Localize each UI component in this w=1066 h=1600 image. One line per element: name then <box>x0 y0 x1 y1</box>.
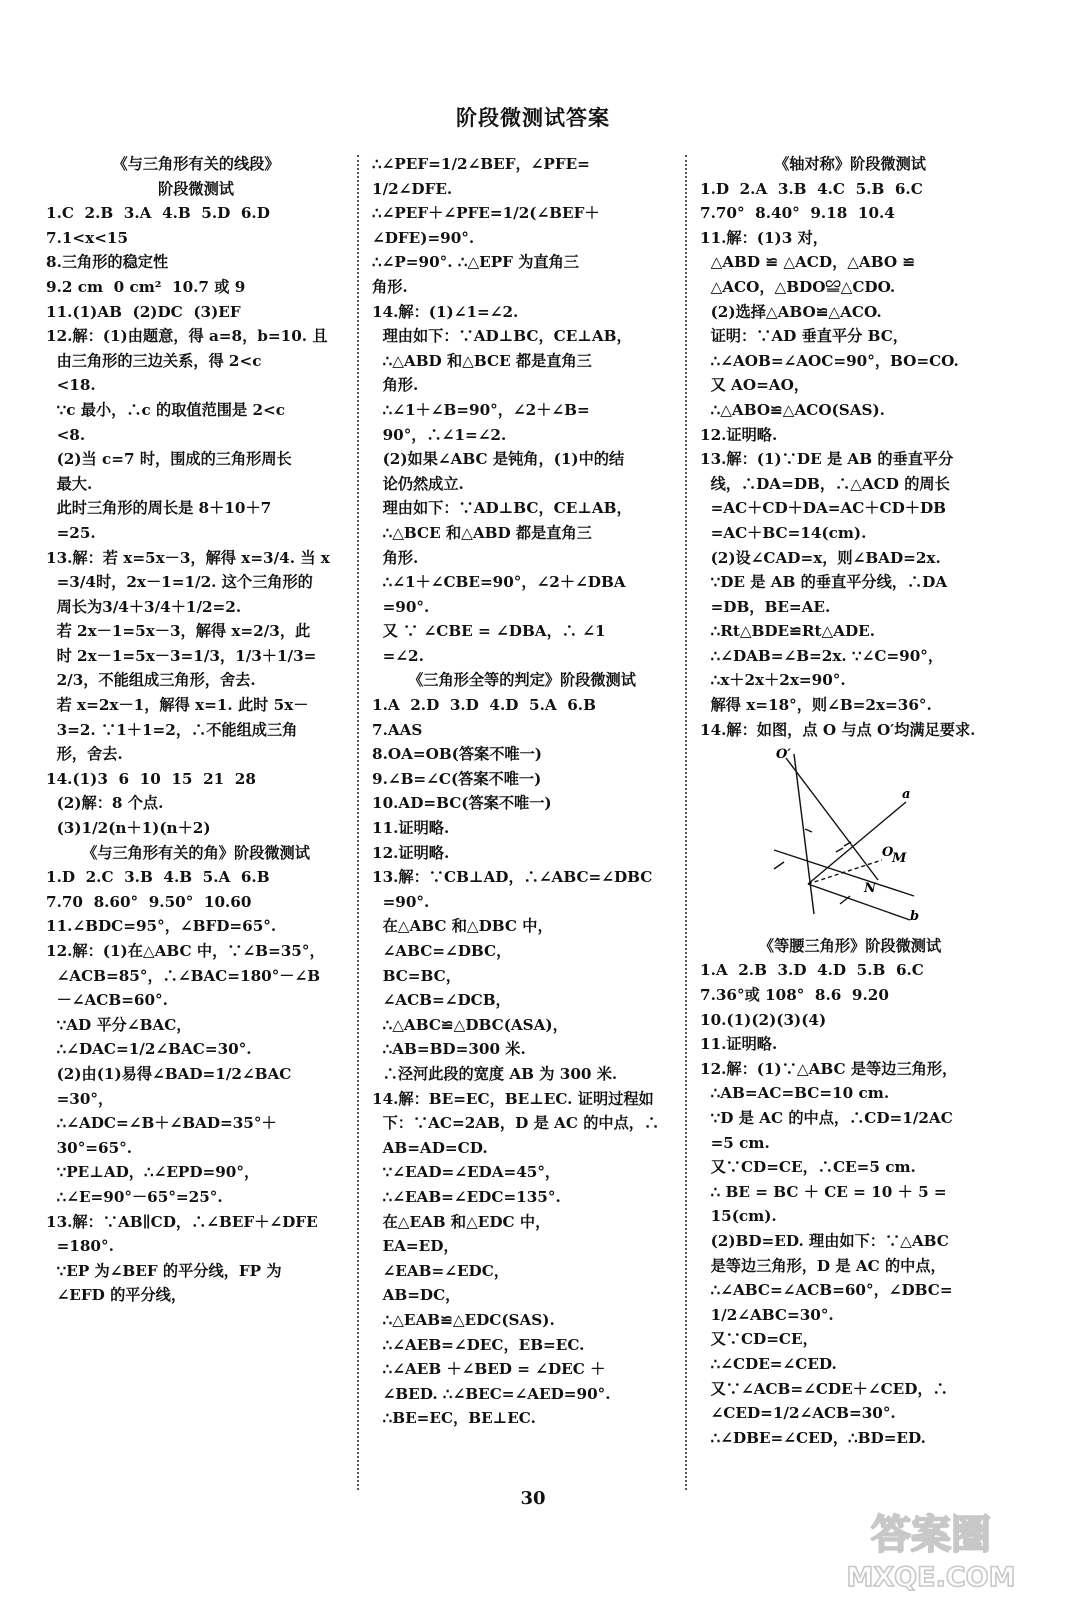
figure-label: a <box>902 787 911 803</box>
answer-line: ∴△ABD 和△BCE 都是直角三 <box>372 351 592 370</box>
answer-line: ∴∠DAB=∠B=2x. ∵∠C=90°， <box>700 646 944 665</box>
answer-line: 1.D 2.C 3.B 4.B 5.A 6.B <box>46 868 270 887</box>
answer-line: =∠2. <box>372 646 424 665</box>
answer-line: △ABD ≌ △ACD，△ABO ≌ <box>700 253 916 272</box>
answer-line: ∴AB=AC=BC=10 cm. <box>700 1084 890 1103</box>
answer-line: ∴x＋2x＋2x=90°. <box>700 671 846 690</box>
figure-label: N <box>864 881 876 897</box>
answer-line: 解得 x=18°，则∠B=2x=36°. <box>700 696 932 715</box>
answer-line: EA=ED， <box>372 1237 459 1256</box>
angle-bisector-figure <box>764 744 934 922</box>
page-title: 阶段微测试答案 <box>456 106 610 130</box>
answer-line: ∴Rt△BDE≌Rt△ADE. <box>700 622 875 641</box>
answer-line: ∵c 最小，∴c 的取值范围是 2<c <box>46 400 286 419</box>
answer-line: 若 2x－1=5x－3，解得 x=2/3，此 <box>46 622 311 641</box>
answer-line: 在△EAB 和△EDC 中， <box>372 1212 551 1231</box>
watermark-logo <box>823 1502 1038 1592</box>
answer-line: 角形. <box>372 548 419 567</box>
answer-line: ∠EAB=∠EDC， <box>372 1261 509 1280</box>
answer-line: 又∵CD=CE，∴CE=5 cm. <box>700 1158 916 1177</box>
answer-line: 8.三角形的稳定性 <box>46 253 169 272</box>
answer-line: 又 AO=AO， <box>700 376 809 395</box>
section-heading: 《等腰三角形》阶段微测试 <box>758 936 942 955</box>
answer-line: 是等边三角形，D 是 AC 的中点， <box>700 1256 946 1275</box>
answer-line: 此时三角形的周长是 8＋10＋7 <box>46 499 272 518</box>
answer-line: 13.解：∵CB⊥AD，∴∠ABC=∠DBC <box>372 868 653 887</box>
answer-line: 1.D 2.A 3.B 4.C 5.B 6.C <box>700 179 923 198</box>
answer-line: △ACO，△BDO≌△CDO. <box>700 277 896 296</box>
answer-line: =AC＋CD＋DA=AC＋CD＋DB <box>700 499 946 518</box>
figure-label: b <box>910 909 920 923</box>
answer-line: ∴泾河此段的宽度 AB 为 300 米. <box>372 1064 618 1083</box>
answer-line: 1.A 2.D 3.D 4.D 5.A 6.B <box>372 696 596 715</box>
answer-line: BC=BC， <box>372 966 461 985</box>
answer-line: ∠ACB=∠DCB， <box>372 991 511 1010</box>
answer-line: ∵D 是 AC 的中点，∴CD=1/2AC <box>700 1109 953 1127</box>
answer-line: 11.解：(1)3 对， <box>700 228 828 247</box>
answer-line: 9.2 cm 0 cm² 10.7 或 9 <box>46 277 246 296</box>
section-heading: 《与三角形有关的线段》 <box>112 155 280 173</box>
answer-line: (2)设∠CAD=x，则∠BAD=2x. <box>700 548 941 567</box>
answer-line: 14.解：如图，点 O 与点 O′均满足要求. <box>700 720 976 739</box>
answer-line: 9.∠B=∠C(答案不唯一) <box>372 769 542 788</box>
answer-line: ∠EFD 的平分线， <box>46 1286 187 1305</box>
answer-line: =180°. <box>46 1237 114 1256</box>
answer-line: 1/2∠DFE. <box>372 179 453 198</box>
answer-line: ∠ACB=85°，∴∠BAC=180°－∠B <box>46 966 321 985</box>
answer-line: <8. <box>46 425 86 444</box>
answer-line: 由三角形的三边关系，得 2<c <box>46 351 262 370</box>
answer-line: =DB，BE=AE. <box>700 597 831 616</box>
answer-line: 角形. <box>372 376 419 395</box>
answer-line: 11.(1)AB (2)DC (3)EF <box>46 302 241 321</box>
answer-line: (3)1/2(n＋1)(n＋2) <box>46 819 211 838</box>
answer-column-1 <box>46 152 346 1308</box>
column-divider <box>357 155 359 1490</box>
answer-line: 在△ABC 和△DBC 中， <box>372 917 553 936</box>
answer-line: 13.解：若 x=5x－3，解得 x=3/4. 当 x <box>46 548 330 567</box>
answer-line: ∴∠CDE=∠CED. <box>700 1354 837 1373</box>
answer-line: 若 x=2x－1，解得 x=1. 此时 5x－ <box>46 696 309 715</box>
answer-line: =AC＋BC=14(cm). <box>700 523 867 542</box>
answer-line: 7.70 8.60° 9.50° 10.60 <box>46 892 252 911</box>
answer-line: 又∵CD=CE， <box>700 1330 818 1349</box>
answer-line: ∴△ABC≌△DBC(ASA)， <box>372 1015 568 1034</box>
answer-line: <18. <box>46 376 96 395</box>
answer-line: ∴ BE = BC ＋ CE = 10 ＋ 5 = <box>700 1182 947 1201</box>
answer-line: 1.C 2.B 3.A 4.B 5.D 6.D <box>46 204 270 223</box>
section-heading: 《轴对称》阶段微测试 <box>774 155 926 173</box>
figure-label: O′ <box>776 747 791 763</box>
answer-line: ∴∠PEF＋∠PFE=1/2(∠BEF＋ <box>372 204 600 223</box>
answer-line: =30°， <box>46 1089 114 1108</box>
answer-line: 形，舍去. <box>46 745 123 764</box>
answer-line: 11.证明略. <box>700 1035 778 1054</box>
section-heading: 阶段微测试 <box>158 179 234 198</box>
answer-line: －∠ACB=60°. <box>46 991 168 1010</box>
answer-line: 线，∴DA=DB，∴△ACD 的周长 <box>700 474 950 493</box>
section-heading: 《与三角形有关的角》阶段微测试 <box>82 843 310 862</box>
answer-line: 3=2. ∵1＋1=2，∴不能组成三角 <box>46 720 298 739</box>
figure-label: M <box>892 851 907 867</box>
answer-line: =90°. <box>372 597 430 616</box>
answer-line: ∴∠AOB=∠AOC=90°，BO=CO. <box>700 351 959 370</box>
answer-line: ∵AD 平分∠BAC， <box>46 1015 192 1034</box>
answer-line: ∴∠P=90°. ∴△EPF 为直角三 <box>372 253 579 272</box>
answer-line: 7.70° 8.40° 9.18 10.4 <box>700 204 895 223</box>
answer-line: 30°=65°. <box>46 1138 133 1157</box>
answer-line: ∴∠PEF=1/2∠BEF，∠PFE= <box>372 155 590 173</box>
answer-line: 角形. <box>372 277 408 296</box>
answer-line: AB=DC， <box>372 1286 461 1305</box>
answer-line: 11.∠BDC=95°，∠BFD=65°. <box>46 917 277 936</box>
answer-line: 7.1<x<15 <box>46 228 129 247</box>
answer-line: ∴△EAB≌△EDC(SAS). <box>372 1310 555 1329</box>
answer-line: ∴∠ADC=∠B＋∠BAD=35°＋ <box>46 1114 277 1133</box>
answer-line: ∴∠AEB ＋∠BED = ∠DEC ＋ <box>372 1360 606 1379</box>
answer-line: 下：∵AC=2AB，D 是 AC 的中点，∴ <box>372 1114 660 1133</box>
answer-line: 11.证明略. <box>372 819 450 838</box>
answer-line: 最大. <box>46 474 93 493</box>
answer-line: (2)由(1)易得∠BAD=1/2∠BAC <box>46 1064 292 1083</box>
answer-line: 理由如下：∵AD⊥BC，CE⊥AB， <box>372 499 632 518</box>
answer-line: 又 ∵ ∠CBE = ∠DBA，∴ ∠1 <box>372 622 606 641</box>
answer-line: ∠DFE)=90°. <box>372 228 475 247</box>
answer-line: 证明：∵AD 垂直平分 BC， <box>700 327 908 346</box>
answer-line: 时 2x－1=5x－3=1/3，1/3＋1/3= <box>46 646 317 665</box>
answer-line: ∵PE⊥AD，∴∠EPD=90°， <box>46 1163 260 1182</box>
answer-line: (2)BD=ED. 理由如下：∵△ABC <box>700 1231 949 1250</box>
answer-line: 14.(1)3 6 10 15 21 28 <box>46 769 256 788</box>
answer-line: 90°，∴∠1=∠2. <box>372 425 507 444</box>
answer-column-3 <box>700 152 1000 1450</box>
answer-line: ∴△BCE 和△ABD 都是直角三 <box>372 523 592 542</box>
answer-line: (2)解：8 个点. <box>46 794 164 813</box>
answer-line: =90°. <box>372 892 430 911</box>
answer-line: 13.解：(1)∵DE 是 AB 的垂直平分 <box>700 450 954 469</box>
answer-line: 12.证明略. <box>700 425 778 444</box>
answer-line: =3/4时，2x－1=1/2. 这个三角形的 <box>46 573 313 592</box>
answer-line: ∠ABC=∠DBC， <box>372 942 512 960</box>
answer-line: 10.(1)(2)(3)(4) <box>700 1010 827 1029</box>
answer-line: 1/2∠ABC=30°. <box>700 1305 834 1324</box>
answer-line: 14.解：(1)∠1=∠2. <box>372 302 519 321</box>
watermark-text: 答案圈 <box>871 1512 991 1558</box>
answer-line: ∵∠EAD=∠EDA=45°， <box>372 1163 561 1182</box>
answer-line: 2/3，不能组成三角形，舍去. <box>46 671 256 690</box>
answer-line: 理由如下：∵AD⊥BC，CE⊥AB， <box>372 327 632 346</box>
answer-column-2 <box>372 152 672 1431</box>
answer-line: 12.解：(1)在△ABC 中，∵∠B=35°， <box>46 942 325 960</box>
answer-line: ∵EP 为∠BEF 的平分线，FP 为 <box>46 1261 282 1280</box>
page-number: 30 <box>520 1488 546 1509</box>
figure-label: O <box>882 845 894 861</box>
answer-line: (2)选择△ABO≌△ACO. <box>700 302 882 321</box>
answer-line: ∴AB=BD=300 米. <box>372 1040 526 1059</box>
answer-line: 12.解：(1)∵△ABC 是等边三角形， <box>700 1059 958 1078</box>
answer-line: 又∵∠ACB=∠CDE＋∠CED，∴ <box>700 1379 948 1398</box>
answer-line: ∴∠DBE=∠CED，∴BD=ED. <box>700 1428 926 1447</box>
answer-line: ∠CED=1/2∠ACB=30°. <box>700 1404 896 1423</box>
answer-line: AB=AD=CD. <box>372 1138 488 1157</box>
answer-line: 8.OA=OB(答案不唯一) <box>372 745 542 764</box>
answer-line: 15(cm). <box>700 1207 777 1226</box>
answer-line: 14.解：BE=EC，BE⊥EC. 证明过程如 <box>372 1089 654 1108</box>
section-heading: 《三角形全等的判定》阶段微测试 <box>408 671 636 690</box>
answer-line: ∴∠DAC=1/2∠BAC=30°. <box>46 1040 252 1059</box>
column-divider <box>685 155 687 1490</box>
answer-line: 1.A 2.B 3.D 4.D 5.B 6.C <box>700 961 924 980</box>
answer-line: 12.证明略. <box>372 843 450 862</box>
answer-line: (2)当 c=7 时，围成的三角形周长 <box>46 450 292 469</box>
answer-line: 7.36°或 108° 8.6 9.20 <box>700 986 889 1005</box>
answer-line: =25. <box>46 523 96 542</box>
answer-line: 周长为3/4＋3/4＋1/2=2. <box>46 597 242 616</box>
answer-line: ∴BE=EC，BE⊥EC. <box>372 1409 536 1428</box>
answer-line: =5 cm. <box>700 1133 770 1152</box>
answer-line: ∴∠1＋∠CBE=90°，∠2＋∠DBA <box>372 573 626 592</box>
answer-line: ∵DE 是 AB 的垂直平分线，∴DA <box>700 573 948 592</box>
answer-line: ∴∠EAB=∠EDC=135°. <box>372 1187 561 1206</box>
answer-line: 13.解：∵AB∥CD，∴∠BEF＋∠DFE <box>46 1212 318 1231</box>
answer-line: (2)如果∠ABC 是钝角，(1)中的结 <box>372 450 625 469</box>
answer-line: ∴∠E=90°－65°=25°. <box>46 1187 223 1206</box>
answer-line: ∴△ABO≌△ACO(SAS). <box>700 400 885 419</box>
answer-line: ∴∠AEB=∠DEC，EB=EC. <box>372 1335 585 1354</box>
answer-line: 7.AAS <box>372 720 423 739</box>
watermark-url: MXQE.COM <box>846 1562 1016 1592</box>
answer-line: 10.AD=BC(答案不唯一) <box>372 794 552 813</box>
answer-line: 论仍然成立. <box>372 474 464 493</box>
answer-line: ∠BED. ∴∠BEC=∠AED=90°. <box>372 1384 611 1403</box>
answer-line: 12.解：(1)由题意，得 a=8，b=10. 且 <box>46 327 328 346</box>
answer-line: ∴∠ABC=∠ACB=60°，∠DBC= <box>700 1281 953 1300</box>
answer-line: ∴∠1＋∠B=90°，∠2＋∠B= <box>372 400 590 419</box>
